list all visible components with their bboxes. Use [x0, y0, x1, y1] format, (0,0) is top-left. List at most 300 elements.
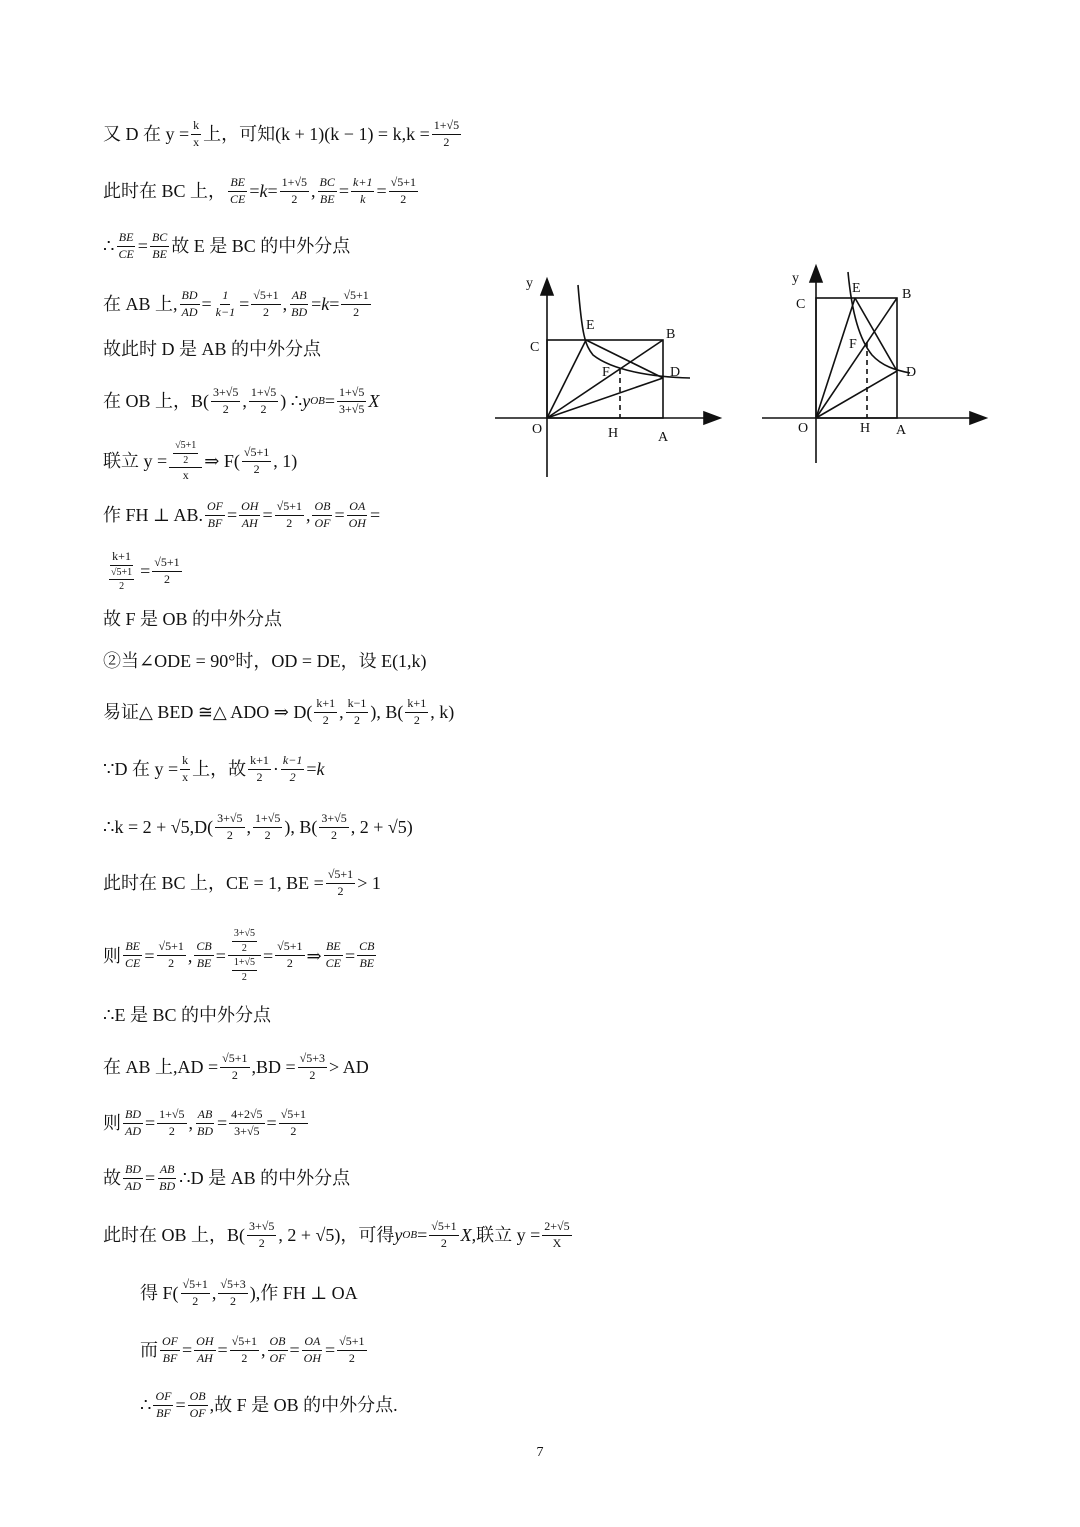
text-segment: 得 F( [140, 1283, 179, 1304]
numerator [275, 500, 304, 516]
math-text: 2 [440, 1235, 447, 1250]
text-segment: ⇒ [306, 945, 322, 966]
fraction [157, 1163, 177, 1194]
math-text: 3+√5 [321, 811, 347, 825]
math-text: 2 [331, 827, 338, 842]
denominator [157, 1179, 177, 1194]
label-C: C [796, 297, 806, 312]
fraction [347, 500, 368, 531]
math-text: 1+√5 [233, 957, 255, 968]
text-segment: ∴k = 2 + √5,D( [103, 817, 214, 838]
fraction [312, 500, 332, 531]
numerator [230, 1335, 259, 1351]
text-line [103, 1220, 574, 1251]
text-line [140, 1390, 398, 1421]
text-segment: = [417, 1225, 428, 1246]
fraction [188, 1390, 208, 1421]
label-C: C [530, 340, 540, 355]
fraction [302, 1335, 323, 1366]
text-segment: 上，可知(k + 1)(k − 1) = k,k = [203, 124, 430, 145]
math-text: BD [197, 1123, 214, 1138]
denominator [123, 956, 142, 971]
text-segment: , [261, 1340, 266, 1361]
math-text: 2 [168, 1123, 175, 1138]
math-text: BD [125, 1107, 141, 1121]
numerator [173, 440, 198, 454]
denominator [162, 572, 172, 587]
numerator [253, 812, 282, 828]
numerator [242, 446, 271, 462]
denominator [181, 454, 190, 467]
denominator [117, 580, 126, 593]
text-line [103, 231, 350, 262]
text-segment: = [140, 561, 151, 582]
fraction [249, 386, 278, 417]
math-text: k+1 [316, 696, 336, 710]
denominator [105, 566, 138, 593]
fraction [275, 500, 304, 531]
text-segment: ⇒ F( [204, 451, 240, 472]
fraction [239, 500, 260, 531]
fraction [279, 1108, 308, 1139]
denominator [358, 192, 367, 207]
math-text: √5+1 [253, 288, 279, 302]
denominator [230, 1068, 240, 1083]
text-segment: , [187, 945, 193, 966]
fraction [275, 940, 304, 971]
denominator [257, 1236, 267, 1251]
text-segment: = [263, 945, 274, 966]
math-text: 3+√5 [233, 928, 255, 939]
numerator [117, 231, 136, 247]
denominator [123, 1124, 143, 1139]
text-segment: = [266, 1113, 277, 1134]
text-segment: , [282, 294, 288, 315]
denominator [288, 1124, 298, 1139]
fraction [337, 386, 366, 417]
math-text: CE [125, 956, 141, 970]
fraction [429, 1220, 458, 1251]
text-segment: · [272, 759, 279, 780]
denominator [398, 192, 408, 207]
numerator [275, 940, 304, 956]
x-arrow [970, 412, 986, 424]
x-arrow [704, 412, 720, 424]
fraction [248, 754, 271, 785]
fraction [123, 1163, 143, 1194]
fraction [318, 176, 337, 207]
math-text: BD [125, 1162, 141, 1176]
label-B: B [902, 287, 912, 302]
fraction [242, 446, 271, 477]
numerator [180, 289, 200, 305]
text-line [103, 1163, 350, 1194]
text-line [103, 176, 420, 207]
math-text: AB [197, 1107, 213, 1121]
numerator [302, 1335, 322, 1351]
numerator [218, 1278, 247, 1294]
numerator [123, 1108, 143, 1124]
text-line [103, 652, 427, 670]
fraction [157, 940, 186, 971]
math-text: 1+√5 [255, 811, 281, 825]
math-text: 2 [264, 827, 271, 842]
text-segment: 在 AB 上,AD = [103, 1057, 219, 1078]
label-F: F [602, 365, 610, 380]
text-segment: , k) [430, 702, 455, 723]
text-segment: = [182, 1340, 193, 1361]
numerator [319, 812, 348, 828]
text-segment: 此时在 BC 上，CE = 1, BE = [103, 873, 324, 894]
text-segment: , [188, 1113, 194, 1134]
denominator [336, 884, 346, 899]
label-y: y [792, 271, 799, 286]
math-text: 2 [241, 942, 247, 954]
fraction [405, 697, 428, 728]
text-segment: > 1 [357, 873, 381, 894]
text-segment: = [239, 294, 250, 315]
math-text: AD [181, 304, 198, 319]
fraction [280, 176, 309, 207]
fraction [326, 868, 355, 899]
math-text: 2 [413, 712, 420, 727]
text-line [103, 386, 379, 417]
denominator [228, 192, 247, 207]
numerator [247, 1220, 276, 1236]
math-text: √5+1 [243, 445, 270, 460]
math-text: 2 [163, 571, 170, 586]
text-segment: = [175, 1395, 186, 1416]
text-segment: 故 E 是 BC 的中外分点 [171, 236, 351, 257]
denominator [188, 1406, 208, 1421]
denominator [307, 1068, 317, 1083]
text-segment: > AD [329, 1057, 369, 1078]
numerator [152, 556, 181, 572]
text-segment: y [394, 1225, 403, 1246]
text-segment: 在 OB 上，B( [103, 391, 210, 412]
math-text: 2+√5 [544, 1219, 570, 1233]
denominator [351, 305, 361, 320]
math-text: √5+3 [220, 1277, 246, 1291]
denominator [352, 713, 362, 728]
math-text: k+1 [353, 175, 373, 189]
math-text: BE [196, 956, 212, 970]
denominator [161, 1351, 180, 1366]
math-text: OF [189, 1405, 206, 1420]
text-segment: , [211, 1283, 217, 1304]
fraction [220, 1052, 249, 1083]
numerator [239, 500, 260, 516]
math-text: k [360, 191, 366, 206]
label-D: D [670, 365, 681, 380]
math-text: BD [181, 288, 198, 302]
math-text: 2 [241, 1350, 248, 1365]
figure-2-svg [760, 260, 995, 470]
denominator [195, 1351, 215, 1366]
math-text: 2 [183, 454, 189, 466]
denominator [116, 247, 135, 262]
fraction [195, 1108, 215, 1139]
denominator [439, 1236, 449, 1251]
math-text: OF [155, 1389, 172, 1403]
math-text: 2 [400, 191, 407, 206]
math-text: BF [162, 1350, 178, 1365]
y-arrow [541, 279, 553, 295]
math-text: 1+√5 [250, 385, 277, 399]
math-text: 3+√5 [217, 811, 243, 825]
label-E: E [852, 281, 861, 296]
math-text: 2 [119, 581, 125, 593]
y-arrow [810, 266, 822, 282]
text-segment: 联立 y = [103, 451, 168, 472]
math-text: √5+1 [276, 499, 302, 513]
denominator [123, 1179, 143, 1194]
numerator [180, 754, 190, 770]
numerator [298, 1052, 327, 1068]
math-text: BD [291, 304, 308, 319]
numerator [188, 1390, 208, 1406]
fraction [123, 940, 142, 971]
denominator [206, 516, 225, 531]
math-text: 2 [322, 712, 329, 727]
denominator [214, 305, 237, 320]
math-text: BC [151, 230, 168, 244]
numerator [169, 440, 202, 468]
math-text: CB [196, 939, 212, 954]
text-segment: ∵D 在 y = [103, 759, 179, 780]
math-text: 1+√5 [433, 118, 460, 132]
text-segment: = [267, 181, 278, 202]
numerator [290, 289, 309, 305]
math-text: k−1 [215, 304, 236, 319]
fraction [351, 176, 374, 207]
segment-OB [816, 298, 897, 418]
text-line [103, 289, 373, 320]
math-text: √5+1 [277, 939, 303, 954]
math-text: BC [319, 175, 335, 189]
numerator [220, 1052, 249, 1068]
page-number: 7 [536, 1445, 544, 1460]
math-text: X [552, 1235, 562, 1250]
text-segment: = [289, 1340, 300, 1361]
fraction [289, 289, 309, 320]
math-text: 2 [289, 769, 296, 784]
denominator [195, 956, 214, 971]
subscript: OB [310, 394, 325, 407]
denominator [166, 956, 176, 971]
math-text: AB [291, 288, 307, 302]
fraction [160, 1335, 180, 1366]
math-text: 2 [353, 304, 360, 319]
text-line [103, 550, 184, 593]
denominator [347, 516, 368, 531]
text-line [103, 340, 321, 358]
fraction [232, 957, 257, 983]
fraction [214, 289, 237, 320]
math-text: √5+1 [175, 440, 197, 451]
fraction [251, 289, 280, 320]
math-text: √5+1 [390, 175, 416, 189]
fraction [116, 231, 135, 262]
denominator [312, 516, 332, 531]
fraction [319, 812, 348, 843]
text-line [103, 1108, 310, 1139]
text-segment: = [262, 505, 273, 526]
denominator [150, 247, 169, 262]
numerator [347, 500, 367, 516]
text-segment: ),作 FH ⊥ OA [249, 1283, 358, 1304]
text-line [103, 812, 413, 843]
math-text: 2 [354, 712, 361, 727]
math-text: OB [314, 499, 331, 513]
denominator [232, 1124, 261, 1139]
math-text: 2 [348, 1350, 355, 1365]
math-text: √5+1 [327, 867, 354, 881]
text-segment: = [137, 236, 148, 257]
text-segment: = [217, 1340, 228, 1361]
numerator [110, 550, 133, 566]
math-text: OH [303, 1350, 322, 1365]
numerator [268, 1335, 288, 1351]
numerator [211, 386, 240, 402]
text-segment: ∴ [103, 236, 115, 257]
denominator [221, 402, 231, 417]
numerator [220, 289, 230, 305]
math-text: √5+1 [158, 939, 184, 954]
numerator [194, 1335, 215, 1351]
numerator [312, 500, 332, 516]
text-line [140, 1278, 358, 1309]
text-segment: 在 AB 上, [103, 294, 178, 315]
numerator [157, 940, 186, 956]
numerator [228, 928, 261, 956]
fraction [180, 754, 190, 785]
text-segment: , 1) [273, 451, 298, 472]
math-text: √5+1 [182, 1277, 208, 1291]
numerator [123, 1163, 143, 1179]
numerator [249, 386, 278, 402]
denominator [268, 1351, 288, 1366]
fraction [123, 1108, 143, 1139]
text-segment: ), B( [370, 702, 404, 723]
text-segment: 故 [103, 1168, 121, 1189]
denominator [181, 468, 191, 483]
text-segment: 作 FH ⊥ AB. [103, 505, 203, 526]
numerator [194, 940, 213, 956]
math-text: CE [118, 246, 134, 261]
label-H: H [608, 426, 619, 441]
math-text: k−1 [282, 753, 303, 767]
text-segment: = [306, 759, 317, 780]
fraction [228, 176, 247, 207]
text-segment: ,故 F 是 OB 的中外分点. [209, 1395, 398, 1416]
numerator [158, 1163, 177, 1179]
numerator [229, 1108, 264, 1124]
text-segment: = [369, 505, 381, 526]
math-text: 1+√5 [339, 385, 365, 399]
fraction [346, 697, 369, 728]
math-text: OA [304, 1334, 321, 1348]
label-A: A [896, 423, 907, 438]
math-text: BE [230, 175, 246, 189]
text-segment: k [259, 181, 268, 202]
text-segment: 此时在 BC 上， [103, 181, 227, 202]
math-text: BE [125, 939, 140, 954]
numerator [123, 940, 142, 956]
text-line [103, 928, 378, 983]
math-text: OA [349, 499, 366, 513]
text-line [140, 1335, 369, 1366]
denominator [195, 1124, 215, 1139]
math-text: k−1 [347, 696, 367, 710]
text-segment: , 2 + √5)，可得 [278, 1225, 395, 1246]
text-segment: , [305, 505, 311, 526]
text-segment: k [321, 294, 330, 315]
text-segment: = [376, 181, 387, 202]
numerator [351, 176, 374, 192]
text-segment: = [145, 1113, 156, 1134]
math-text: 3+√5 [213, 385, 239, 399]
numerator [160, 1335, 180, 1351]
math-text: 1+√5 [281, 175, 308, 189]
denominator [240, 971, 249, 984]
math-text: OF [269, 1350, 286, 1365]
math-text: BE [152, 246, 167, 261]
text-segment: = [144, 945, 155, 966]
text-segment: , 2 + √5) [350, 817, 413, 838]
text-segment: = [334, 505, 345, 526]
numerator [248, 754, 271, 770]
math-text: √5+1 [222, 1051, 248, 1065]
math-text: BE [325, 939, 341, 954]
fraction [232, 928, 257, 954]
numerator [341, 289, 370, 305]
denominator [261, 305, 271, 320]
text-line [103, 754, 324, 785]
numerator [280, 176, 309, 192]
fraction [389, 176, 418, 207]
math-text: OH [348, 515, 366, 530]
fraction [150, 231, 169, 262]
math-text: 2 [253, 461, 260, 476]
fraction [152, 556, 181, 587]
math-text: OF [314, 515, 331, 530]
numerator [150, 231, 169, 247]
math-text: AD [125, 1123, 141, 1138]
text-segment: 则 [103, 945, 121, 966]
text-segment: ) ∴ [280, 391, 303, 412]
math-text: x [182, 468, 189, 482]
denominator [225, 828, 235, 843]
math-text: 1+√5 [159, 1107, 185, 1121]
fraction [109, 567, 134, 593]
numerator [153, 1390, 173, 1406]
math-text: 1 [222, 288, 229, 302]
denominator [412, 713, 422, 728]
denominator [284, 516, 294, 531]
fraction [314, 697, 337, 728]
text-line [103, 1052, 369, 1083]
math-text: BE [359, 956, 375, 970]
text-segment: = [344, 945, 356, 966]
text-segment: , [242, 391, 247, 412]
fraction [105, 550, 138, 593]
math-text: 2 [192, 1293, 199, 1308]
math-text: 2 [286, 515, 293, 530]
numerator [326, 868, 355, 884]
numerator [337, 1335, 366, 1351]
math-text: x [193, 134, 200, 149]
